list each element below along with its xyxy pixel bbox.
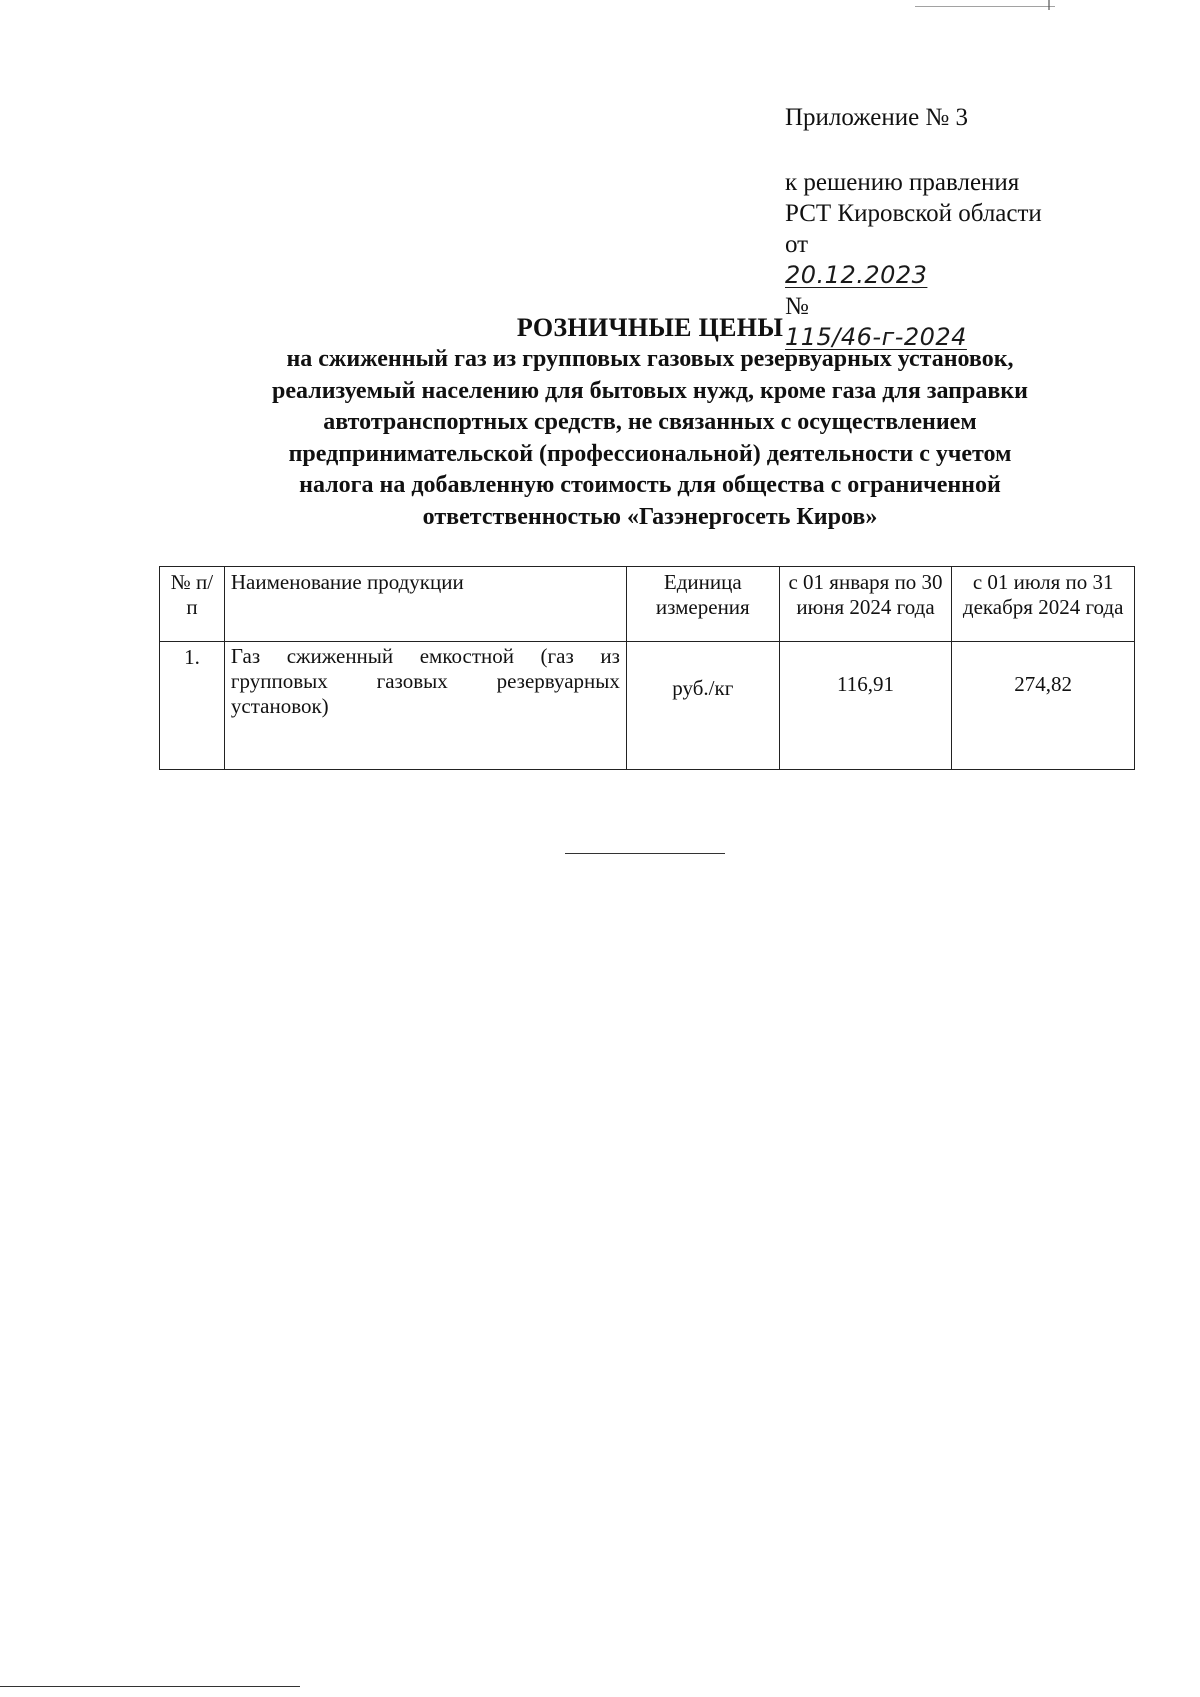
- cell-price-period-2: 274,82: [952, 642, 1135, 770]
- header-period-1: с 01 января по 30 июня 2024 года: [779, 567, 952, 642]
- number-sign: №: [785, 293, 809, 320]
- cell-num: 1.: [160, 642, 225, 770]
- decision-line-1: к решению правления: [785, 169, 1020, 196]
- handwritten-date: 20.12.2023: [785, 261, 928, 289]
- subtitle-line-4: предпринимательской (профессиональной) деятельности с учетом: [288, 440, 1012, 467]
- header-unit: Единица измерения: [626, 567, 779, 642]
- document-heading: [160, 312, 1140, 533]
- date-prefix: от: [785, 231, 809, 258]
- decision-line-2: РСТ Кировской области: [785, 200, 1042, 227]
- appendix-title: Приложение № 3: [785, 104, 969, 131]
- table-row: [160, 642, 1135, 770]
- cell-price-period-1: 116,91: [779, 642, 952, 770]
- subtitle-line-6: ответственностью «Газэнергосеть Киров»: [422, 503, 878, 530]
- subtitle-line-2: реализуемый населению для бытовых нужд, кроме газа для заправки: [272, 377, 1028, 404]
- handwritten-number: 115/46-г-2024: [785, 323, 967, 351]
- document-title: РОЗНИЧНЫЕ ЦЕНЫ: [516, 313, 784, 342]
- table-header-row: [160, 567, 1135, 642]
- scan-artifact-tick: [1048, 0, 1050, 10]
- scan-artifact-line: [915, 0, 1055, 7]
- footer-rule: [0, 1686, 300, 1687]
- cell-product-name: Газ сжиженный емкостной (газ из групповых газовых резервуарных установок): [224, 642, 626, 770]
- header-period-2: с 01 июля по 31 декабря 2024 года: [952, 567, 1135, 642]
- header-num: № п/п: [160, 567, 225, 642]
- price-table: [159, 566, 1135, 770]
- cell-unit: руб./кг: [626, 642, 779, 770]
- end-of-document-rule: [565, 853, 725, 854]
- header-name: Наименование продукции: [224, 567, 626, 642]
- subtitle-line-5: налога на добавленную стоимость для общества с ограниченной: [299, 472, 1001, 498]
- subtitle-line-3: автотранспортных средств, не связанных с осуществлением: [323, 409, 977, 435]
- subtitle-line-1: на сжиженный газ из групповых газовых резервуарных установок,: [286, 346, 1014, 372]
